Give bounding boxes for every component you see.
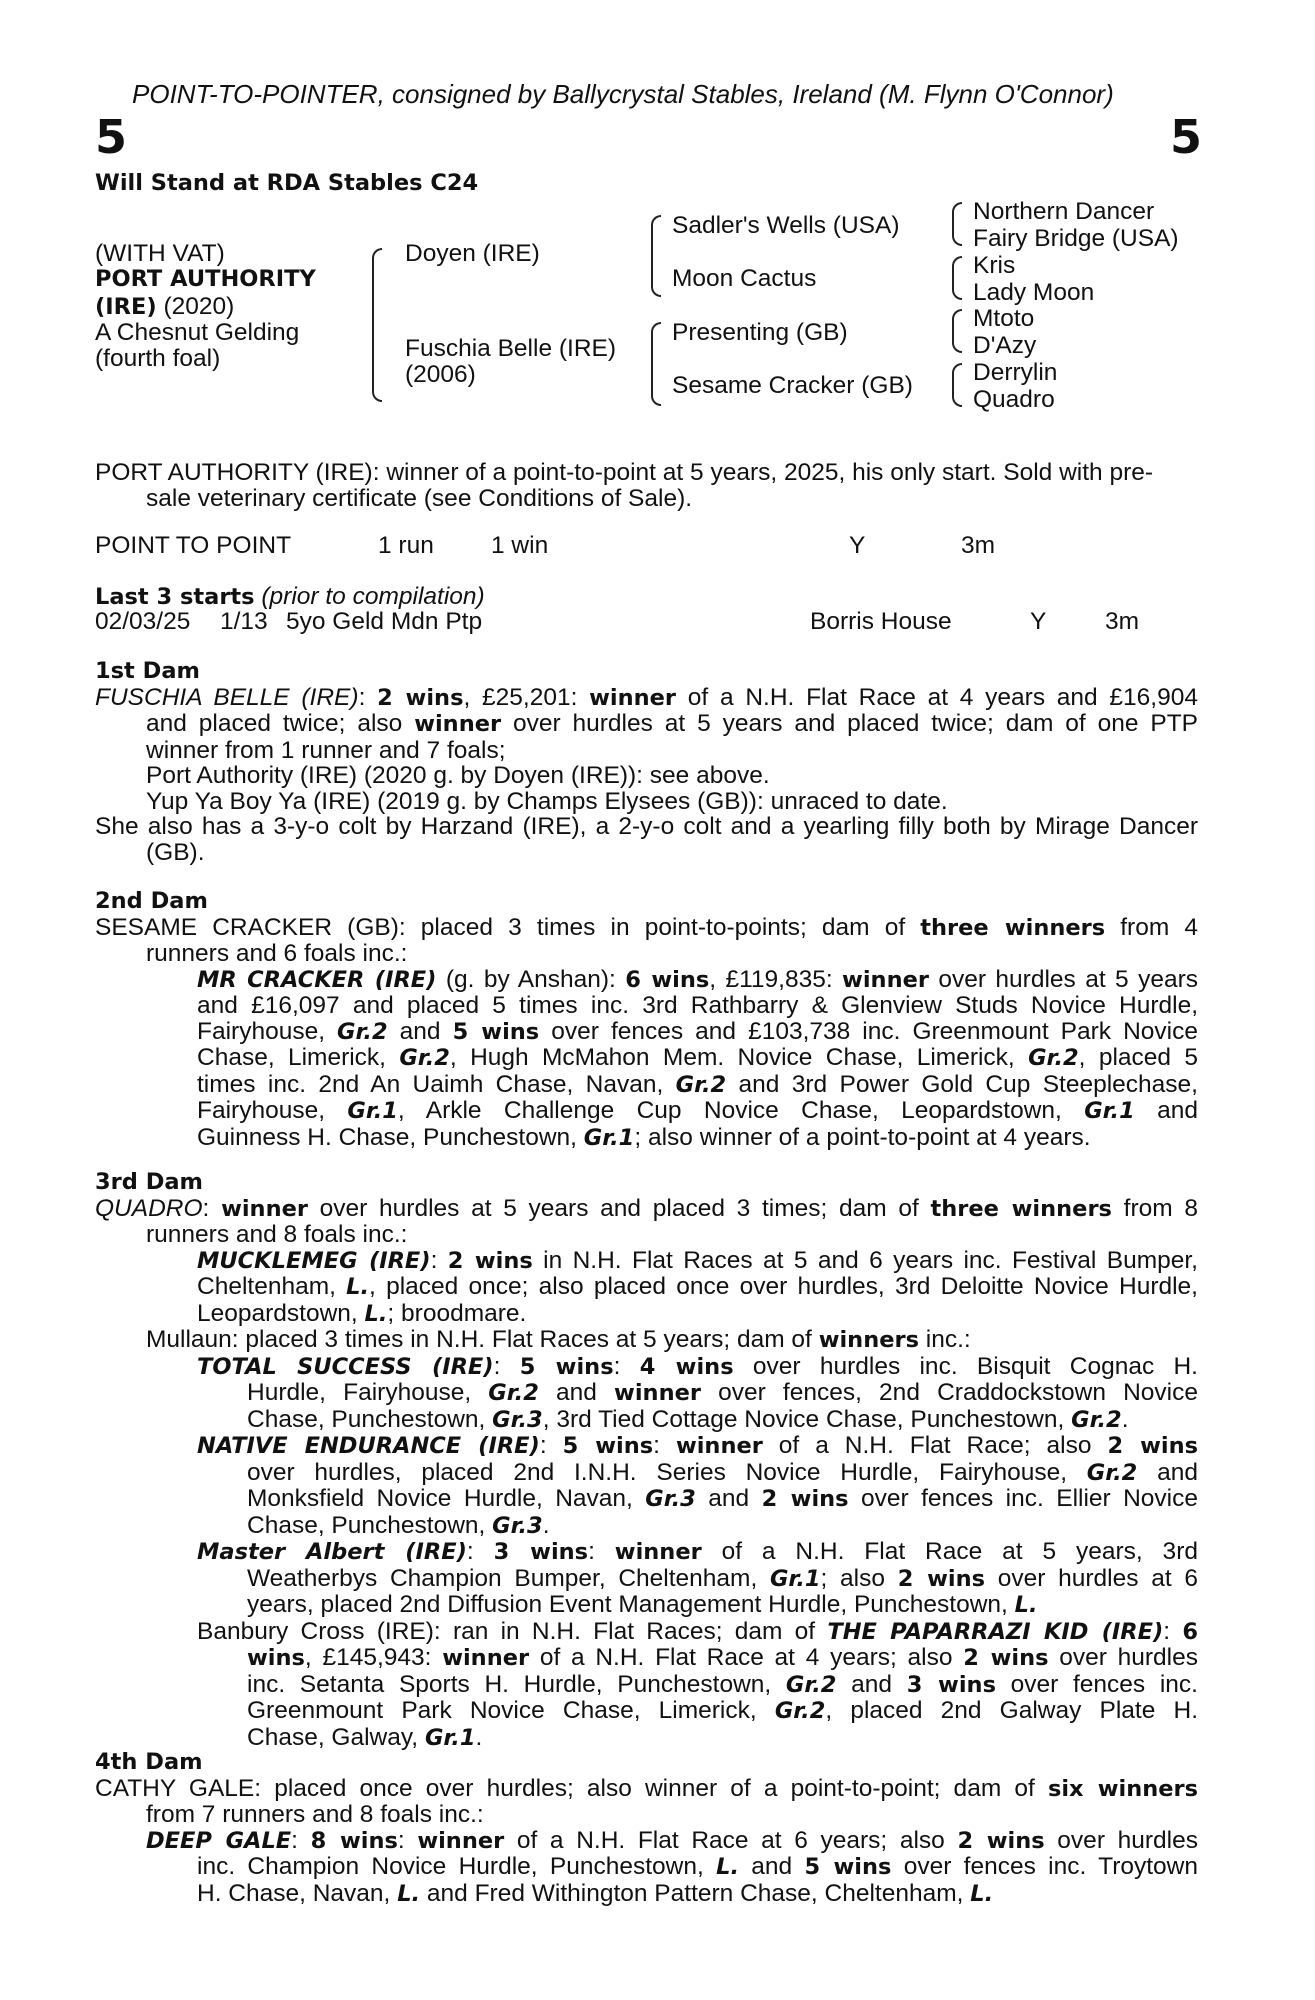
summary-line-1: PORT AUTHORITY (IRE): winner of a point-to-point at 5 years, 2025, his only start. Sold with pre- — [95, 459, 1154, 486]
pedigree-sdd: Lady Moon — [973, 279, 1095, 306]
ptp-distance: 3m — [961, 532, 996, 559]
third-dam-section: 3rd Dam QUADRO: winner over hurdles at 5 years and placed 3 times; dam of three winners from 8 runners and 8 foals inc.: MUCKLEMEG (IRE): 2 wins in N.H. Flat Races at 5 and 6 years inc. Festival Bumper, Cheltenham, L., placed once; also placed once over hurdles, 3rd Deloitte Novice Hurdle, Leopardstown, L.; broodmare. Mullaun: placed 3 times in N.H. Flat Races at 5 years; dam of winners inc.: TOTAL SUCCESS (IRE): 5 wins: 4 wins over hurdles inc. Bisquit Cognac H. Hurdle, Fairyhouse, Gr.2 and winner over fences, 2nd Craddockstown Novice Chase, Punchestown, Gr.3, 3rd Tied Cottage Novice Chase, Punchestown, Gr.2. NATIVE ENDURANCE (IRE): 5 wins: winner of a N.H. Flat Race; also 2 wins over hurdles, placed 2nd I.N.H. Series Novice Hurdle, Fairyhouse, Gr.2 and Monksfield Novice Hurdle, Navan, Gr.3 and 2 wins over fences inc. Ellier Novice Chase, Punchestown, Gr.3. Master Albert (IRE): 3 wins: winner of a N.H. Flat Race at 5 years, 3rd Weatherbys Champion Bumper, Cheltenham, Gr.1; also 2 wins over hurdles at 6 years, placed 2nd Diffusion Event Management Hurdle, Punchestown, L. Banbury Cross (IRE): ran in N.H. Flat Races; dam of THE PAPARRAZI KID (IRE): 6 wins, £145,943: winner of a N.H. Flat Race at 4 years; also 2 wins over hurdles inc. Setanta Sports H. Hurdle, Punchestown, Gr.2 and 3 wins over fences inc. Greenmount Park Novice Chase, Limerick, Gr.2, placed 2nd Galway Plate H. Chase, Galway, Gr.1. — [95, 1169, 1199, 1751]
start-distance: 3m — [1105, 608, 1140, 635]
stabling-location: Will Stand at RDA Stables C24 — [95, 170, 479, 196]
pedigree-ssd: Fairy Bridge (USA) — [973, 225, 1179, 252]
horse-summary — [95, 460, 1198, 511]
brace-ss — [952, 202, 962, 246]
first-dam-heading: 1st Dam — [95, 658, 200, 684]
start-position: 1/13 — [220, 608, 268, 635]
pedigree-sire-dam: Moon Cactus — [672, 265, 817, 292]
first-dam-section: 1st Dam FUSCHIA BELLE (IRE): 2 wins, £25,201: winner of a N.H. Flat Race at 4 years and £16,904 and placed twice; also winner over hurdles at 5 years and placed twice; dam of one PTP winner from 1 runner and 7 foals; Port Authority (IRE) (2020 g. by Doyen (IRE)): see above. Yup Ya Boy Ya (IRE) (2019 g. by Champs Elysees (GB)): unraced to date. She also has a 3-y-o colt by Harzand (IRE), a 2-y-o colt and a yearling filly both by Mirage Dancer (GB). — [95, 658, 1199, 866]
pedigree-dam-sire: Presenting (GB) — [672, 319, 848, 346]
ptp-label: POINT TO POINT — [95, 532, 292, 559]
start-date: 02/03/25 — [95, 608, 191, 635]
third-dam-heading: 3rd Dam — [95, 1169, 203, 1195]
foal-number: (fourth foal) — [95, 345, 221, 372]
vat-note: (WITH VAT) — [95, 240, 225, 267]
horse-name: PORT AUTHORITY — [95, 266, 316, 292]
horse-name-suffix-line: (IRE) (2020) — [95, 293, 235, 320]
pedigree-sire: Doyen (IRE) — [405, 240, 540, 267]
brace-sire — [651, 215, 661, 297]
brace-gen1 — [372, 248, 382, 402]
fourth-dam-section: 4th Dam CATHY GALE: placed once over hurdles; also winner of a point-to-point; dam of six winners from 7 runners and 8 foals inc.: DEEP GALE: 8 wins: winner of a N.H. Flat Race at 6 years; also 2 wins over hurdles inc. Champion Novice Hurdle, Punchestown, L. and 5 wins over fences inc. Troytown H. Chase, Navan, L. and Fred Withington Pattern Chase, Cheltenham, L. — [95, 1749, 1198, 1907]
pedigree-dam-dam: Sesame Cracker (GB) — [672, 372, 913, 399]
ptp-going: Y — [849, 532, 866, 559]
second-dam-heading: 2nd Dam — [95, 888, 208, 914]
brace-ds — [952, 309, 962, 353]
fourth-dam-heading: 4th Dam — [95, 1749, 203, 1775]
summary-line-2: sale veterinary certificate (see Conditions of Sale). — [146, 484, 693, 512]
pedigree-dds: Derrylin — [973, 359, 1058, 386]
pedigree-ddd: Quadro — [973, 386, 1055, 413]
start-going: Y — [1030, 608, 1047, 635]
pedigree-dsd: D'Azy — [973, 332, 1037, 359]
pedigree-sss: Northern Dancer — [973, 198, 1155, 225]
ptp-runs: 1 run — [378, 532, 434, 559]
lot-number-right: 5 — [1170, 110, 1203, 164]
horse-description: A Chesnut Gelding — [95, 319, 300, 346]
pedigree-sds: Kris — [973, 252, 1016, 279]
second-dam-section: 2nd Dam SESAME CRACKER (GB): placed 3 times in point-to-points; dam of three winners from 4 runners and 6 foals inc.: MR CRACKER (IRE) (g. by Anshan): 6 wins, £119,835: winner over hurdles at 5 years and £16,097 and placed 5 times inc. 3rd Rathbarry & Glenview Studs Novice Hurdle, Fairyhouse, Gr.2 and 5 wins over fences and £103,738 inc. Greenmount Park Novice Chase, Limerick, Gr.2, Hugh McMahon Mem. Novice Chase, Limerick, Gr.2, placed 5 times inc. 2nd An Uaimh Chase, Navan, Gr.2 and 3rd Power Gold Cup Steeplechase, Fairyhouse, Gr.1, Arkle Challenge Cup Novice Chase, Leopardstown, Gr.1 and Guinness H. Chase, Punchestown, Gr.1; also winner of a point-to-point at 4 years. — [95, 888, 1198, 1151]
consignment-header: POINT-TO-POINTER, consigned by Ballycrystal Stables, Ireland (M. Flynn O'Connor) — [132, 79, 1114, 109]
start-course: Borris House — [810, 608, 952, 635]
lot-number-left: 5 — [95, 110, 128, 164]
brace-sd — [952, 256, 962, 300]
pedigree-dss: Mtoto — [973, 305, 1035, 332]
ptp-wins: 1 win — [491, 532, 549, 559]
start-race: 5yo Geld Mdn Ptp — [286, 608, 483, 635]
pedigree-dam: Fuschia Belle (IRE) — [405, 335, 617, 362]
pedigree-dam-year: (2006) — [405, 361, 476, 388]
brace-dam — [651, 322, 661, 406]
brace-dd — [952, 363, 962, 407]
last-starts-heading: Last 3 starts (prior to compilation) — [95, 583, 485, 610]
pedigree-sire-sire: Sadler's Wells (USA) — [672, 212, 900, 239]
